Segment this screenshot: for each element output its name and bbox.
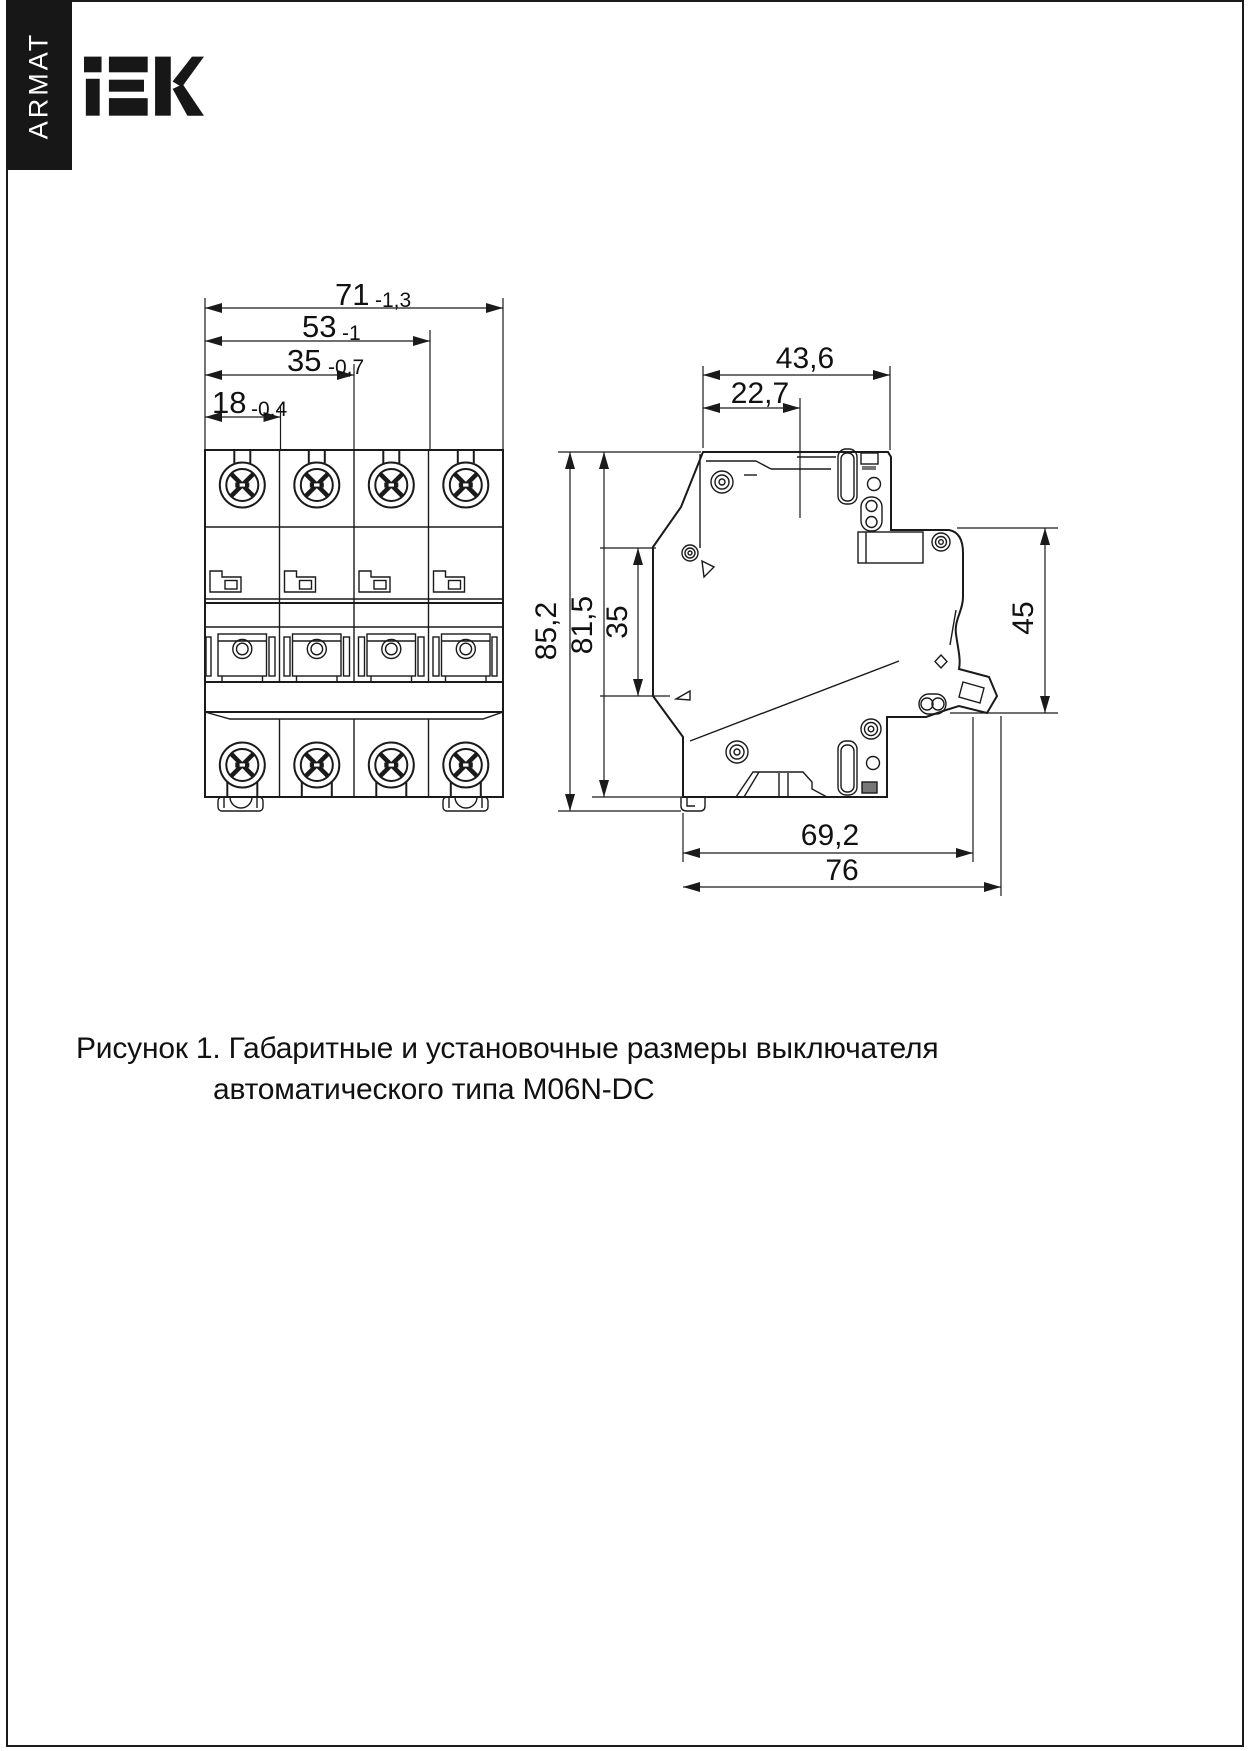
dim-tolerance: -1: [342, 322, 361, 345]
terminal-row: [206, 634, 497, 682]
armat-label: ARMAT: [23, 31, 54, 139]
dim-label: 18: [212, 385, 247, 420]
screw-head: [220, 743, 265, 798]
screw-head: [443, 743, 488, 798]
latch-wedge: [676, 691, 690, 700]
toggle-pivot: [682, 545, 698, 561]
dim-tolerance: -0,7: [328, 356, 365, 379]
dim-label: 35: [287, 343, 322, 378]
latch-wedge: [702, 561, 714, 577]
dim-label: 76: [825, 854, 859, 887]
caption-line-2: автоматического типа M06N-DC: [213, 1073, 655, 1106]
side-view-dimensions: [530, 342, 1058, 896]
dim-label: 81,5: [566, 595, 599, 655]
screw-boss: [711, 471, 733, 493]
toggle-bar: [205, 682, 503, 719]
clamp-detail: [935, 655, 947, 668]
screw-boss: [932, 533, 950, 551]
dim-tolerance: -0,4: [251, 398, 288, 421]
screw-boss: [861, 719, 881, 739]
screw-head: [369, 450, 414, 508]
caption-line-1: Рисунок 1. Габаритные и установочные размеры выключателя: [76, 1032, 939, 1065]
dim-label: 85,2: [530, 601, 563, 661]
screw-head: [294, 450, 339, 508]
screw-head: [369, 743, 414, 798]
dim-label: 69,2: [800, 819, 860, 852]
front-mid-tabs: [210, 571, 465, 592]
terminal-window: [858, 532, 923, 563]
dim-tolerance: -1,3: [375, 289, 412, 312]
screw-head: [294, 743, 339, 798]
side-view: [530, 342, 1058, 896]
dim-label: 71: [335, 277, 370, 312]
dim-label: 53: [302, 309, 337, 344]
screw-head: [443, 450, 488, 508]
clamp-flag: [959, 682, 984, 703]
front-view-dimensions: [205, 277, 503, 450]
dim-label: 35: [601, 605, 634, 639]
din-slot: [838, 449, 882, 531]
screw-boss: [726, 741, 748, 763]
mounting-tabs: [218, 797, 488, 811]
figure-caption: [76, 1028, 1016, 1110]
dim-label: 22,7: [730, 377, 790, 410]
screw-head: [220, 450, 265, 508]
dim-label: 43,6: [775, 342, 835, 375]
dim-label: 45: [1007, 601, 1040, 635]
front-view: [205, 277, 503, 811]
din-slot: [838, 741, 880, 795]
